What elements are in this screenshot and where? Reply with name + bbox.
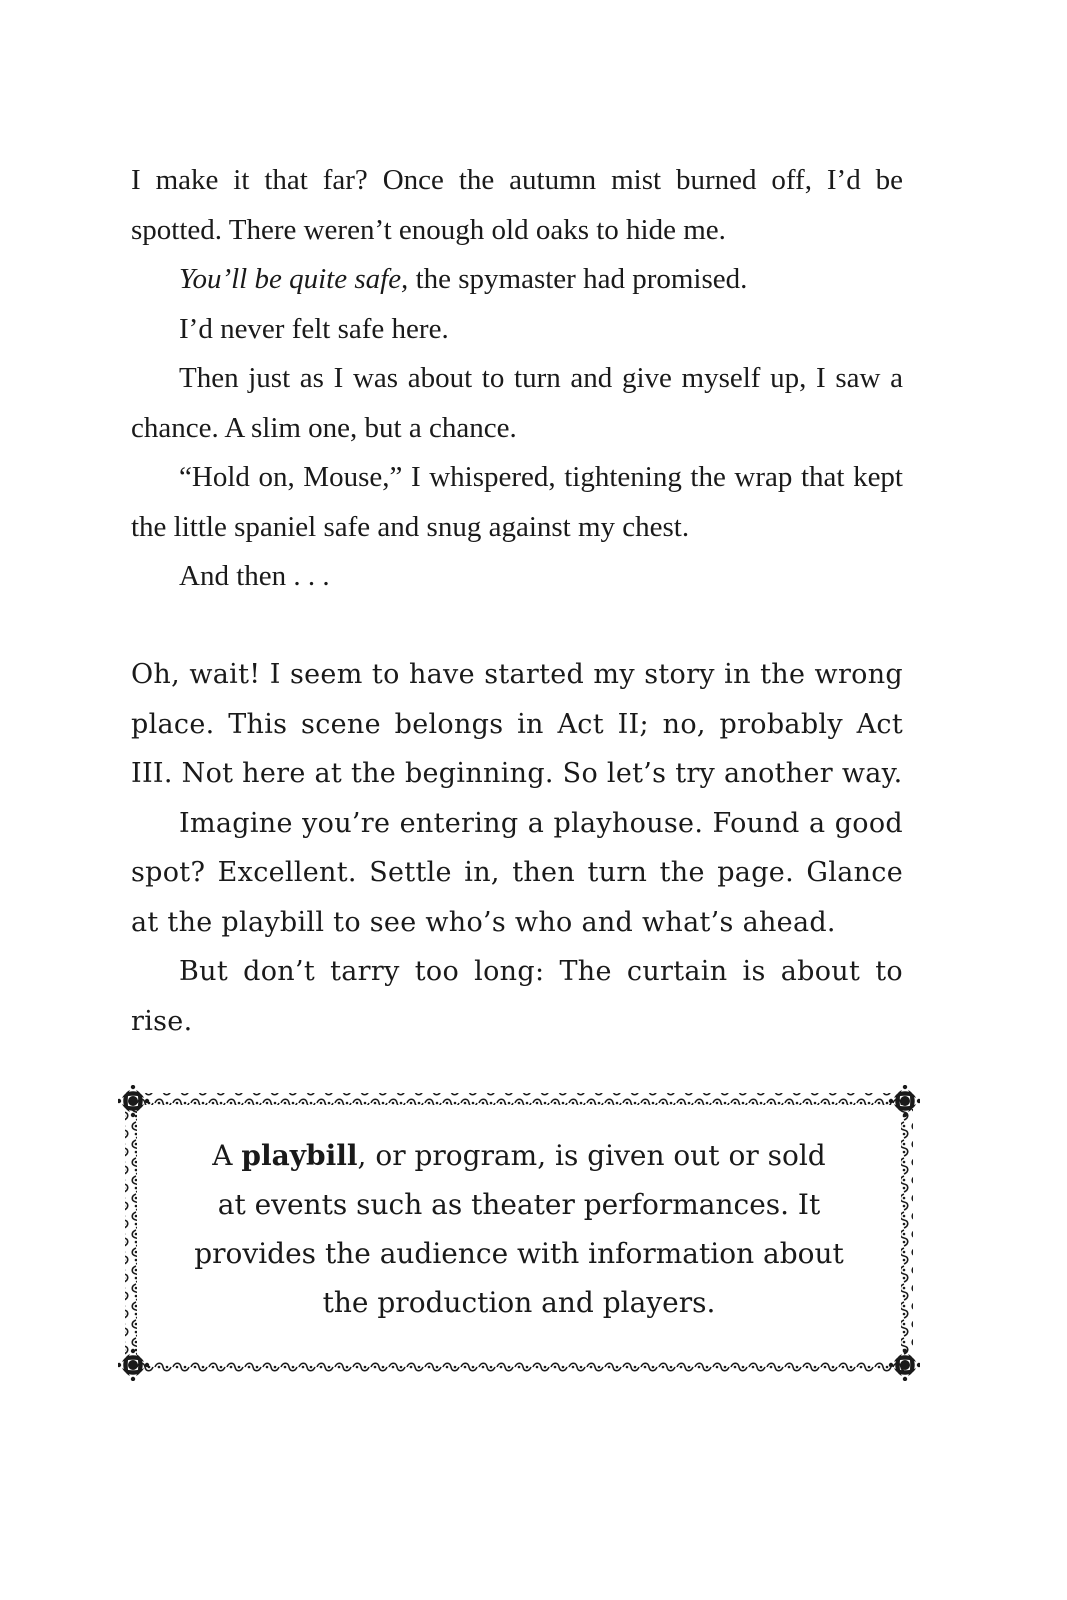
italic-phrase: You’ll be quite safe,	[179, 263, 409, 295]
story-paragraph	[131, 255, 903, 305]
story-paragraph: Then just as I was about to turn and give myself up, I saw a chance. A slim one, but a chance.	[131, 362, 903, 444]
story-paragraph: And then . . .	[179, 560, 330, 592]
definition-box	[118, 1085, 920, 1381]
story-paragraph: “Hold on, Mouse,” I whispered, tightening the wrap that kept the little spaniel safe and snug against my chest.	[131, 461, 903, 543]
definition-text-span: , or program, is given out or sold	[357, 1139, 826, 1172]
definition-line: at events such as theater performances. It	[217, 1188, 821, 1221]
definition-text	[158, 1131, 880, 1327]
narrator-paragraph: Imagine you’re entering a playhouse. Found a good spot? Excellent. Settle in, then turn the page. Glance at the playbill to see who’s who and what’s ahead.	[131, 807, 903, 938]
definition-line: the production and players.	[322, 1286, 716, 1319]
border-top	[134, 1093, 904, 1105]
narrator-paragraph: Oh, wait! I seem to have started my story in the wrong place. This scene belongs in Act II; no, probably Act III. Not here at the beginning. So let’s try another way.	[131, 659, 903, 789]
border-right	[901, 1109, 913, 1357]
narrator-text	[131, 650, 903, 1046]
story-paragraph: I make it that far? Once the autumn mist burned off, I’d be spotted. There weren’t enough old oaks to hide me.	[131, 164, 903, 246]
definition-line: provides the audience with information about	[194, 1237, 844, 1270]
story-text-span: the spymaster had promised.	[408, 263, 748, 295]
definition-line	[158, 1131, 880, 1180]
border-bottom	[134, 1361, 904, 1373]
narrator-paragraph: But don’t tarry too long: The curtain is about to rise.	[131, 956, 903, 1037]
border-left	[125, 1109, 137, 1357]
defined-term: playbill	[241, 1139, 358, 1172]
story-paragraph: I’d never felt safe here.	[179, 312, 449, 345]
definition-lead: A	[212, 1139, 242, 1172]
story-text	[131, 156, 903, 602]
